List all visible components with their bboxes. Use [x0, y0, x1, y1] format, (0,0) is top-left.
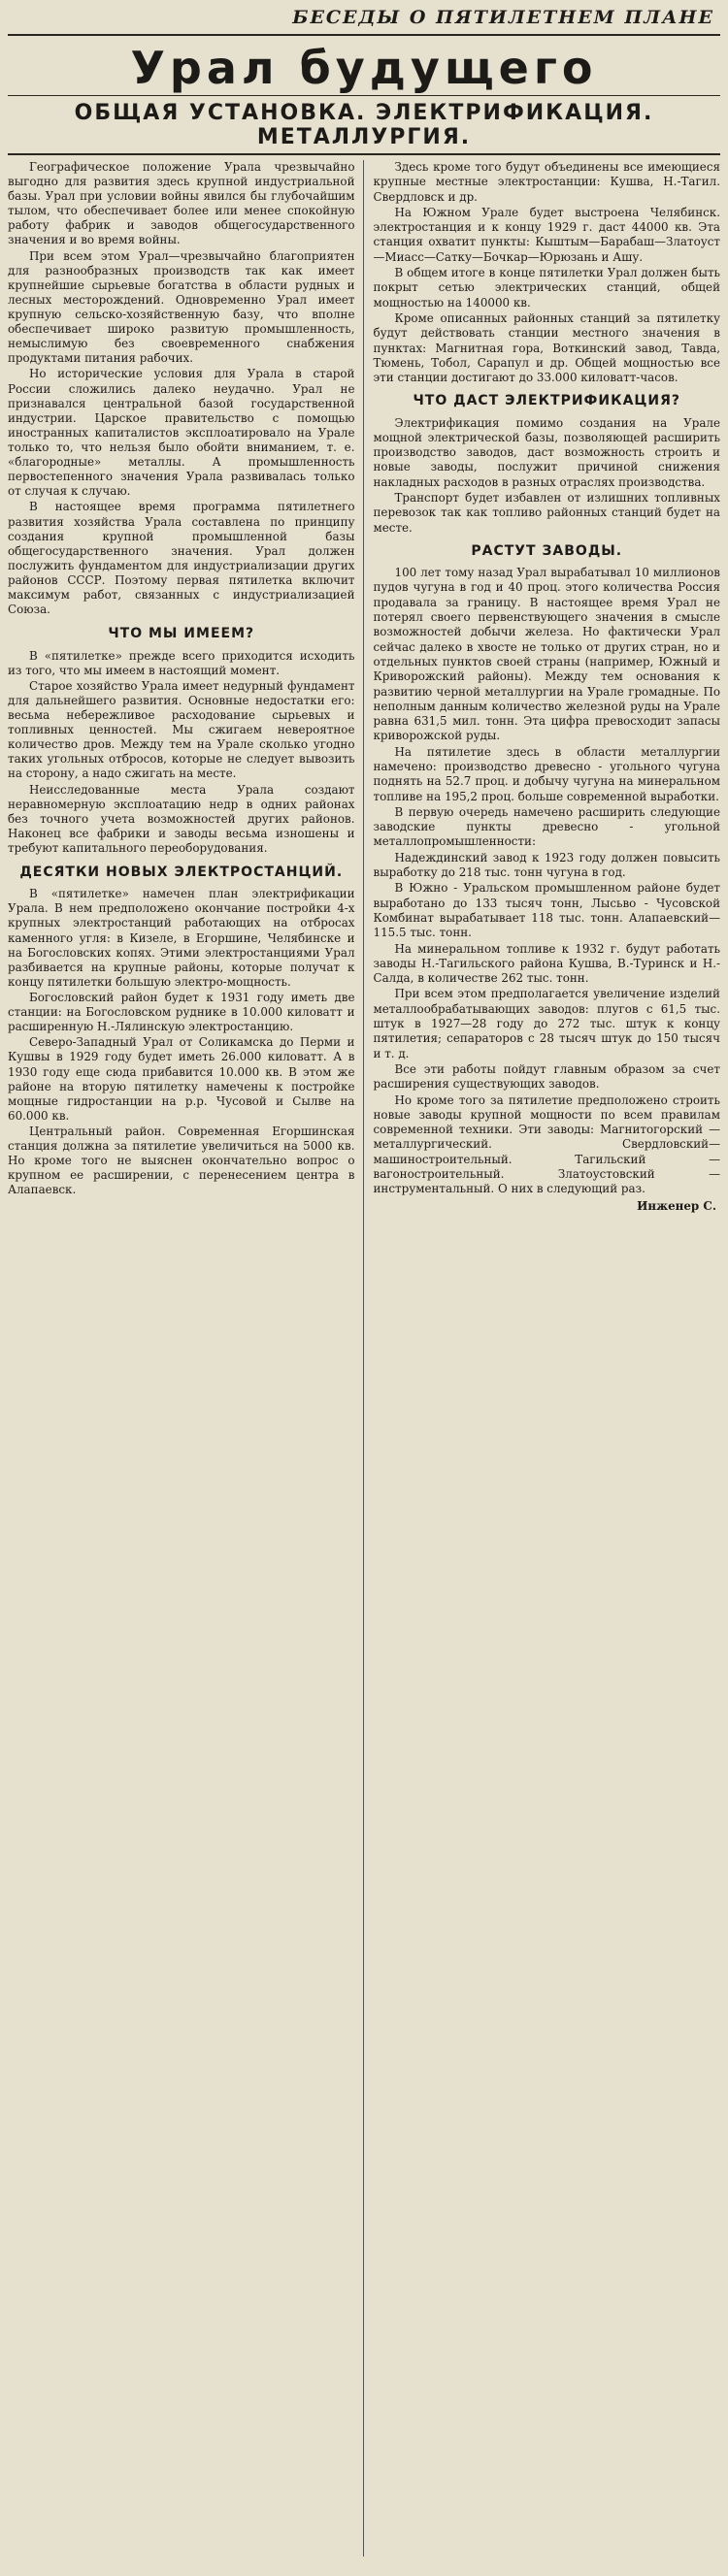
- article-subtitle: ОБЩАЯ УСТАНОВКА. ЭЛЕКТРИФИКАЦИЯ. МЕТАЛЛУРГИЯ.: [8, 95, 720, 155]
- paragraph: Все эти работы пойдут главным образом за счет расширения существующих заводов.: [373, 1061, 720, 1092]
- section-heading: ЧТО ДАСТ ЭЛЕКТРИФИКАЦИЯ?: [413, 393, 681, 409]
- paragraph: Но кроме того за пятилетие предположено строить новые заводы крупной мощности по всем правилам современной техники. Эти заводы: Магнитогорский — металлургический. Свердловский—машиностроительный. Тагильский — вагоностроительный. Златоустовский — инструментальный. О них в следующий раз.: [373, 1092, 720, 1196]
- paragraph: В общем итоге в конце пятилетки Урал должен быть покрыт сетью электрических станций, общей мощностью на 140000 кв.: [373, 266, 720, 310]
- paragraph: Транспорт будет избавлен от излишних топливных перевозок так как топливо районных станций будет на месте.: [373, 491, 720, 535]
- paragraph: На минеральном топливе к 1932 г. будут работать заводы Н.-Тагильского района Кушва, В.-Туринск и Н.-Салда, в количестве 262 тыс. тонн.: [373, 941, 720, 986]
- article-columns: [8, 160, 720, 2557]
- paragraph: Здесь кроме того будут объединены все имеющиеся крупные местные электростанции: Кушва, Н.-Тагил. Свердловск и др.: [373, 159, 720, 204]
- paragraph: Центральный район. Современная Егоршинская станция должна за пятилетие увеличиться на 5000 кв. Но кроме того не выяснен окончательно вопрос о крупном ее расширении, с перенесением центра в Алапаевск.: [8, 1124, 355, 1197]
- rubric: БЕСЕДЫ О ПЯТИЛЕТНЕМ ПЛАНЕ: [8, 6, 720, 36]
- section-heading: ЧТО МЫ ИМЕЕМ?: [108, 626, 255, 642]
- paragraph: 100 лет тому назад Урал вырабатывал 10 миллионов пудов чугуна в год и 40 проц. этого количества Россия продавала за границу. В настоящее время Урал не потерял своего первенствующего значения в смысле возможностей добычи железа. Но фактически Урал сейчас далеко в хвосте не только от других стран, но и отдельных пунктов своей страны (например, Южный и Криворожский районы). Между тем основания к развитию черной металлургии на Урале громадные. По неполным данным количество железной руды на Урале равна 631,5 мил. тонн. Эта цифра превосходит запасы криворожской руды.: [373, 566, 720, 743]
- section-heading: РАСТУТ ЗАВОДЫ.: [471, 542, 623, 559]
- paragraph: При всем этом Урал—чрезвычайно благоприятен для разнообразных производств так как имеет крупнейшие сырьевые богатства в области рудных и лесных месторождений. Одновременно Урал имеет крупную сельско-хозяйственную базу, что вполне обеспечивает широко развитую промышленность, немыслимую без своевременного снабжения продуктами питания рабочих.: [8, 248, 355, 366]
- paragraph: Северо-Западный Урал от Соликамска до Перми и Кушвы в 1929 году будет иметь 26.000 киловатт. А в 1930 году еще сюда прибавится 10.000 кв. В этом же районе на вторую пятилетку намечены к постройке мощные гидростанции на р.р. Чусовой и Сылве на 60.000 кв.: [8, 1035, 355, 1123]
- paragraph: В «пятилетке» намечен план электрификации Урала. В нем предположено окончание постройки 4-х крупных электростанций работающих на отбросах каменного угля: в Кизеле, в Егоршине, Челябинске и на Богословских копях. Этими электростанциями Урал разбивается на крупные районы, которые получат к концу пятилетки большую электро-мощность.: [8, 887, 355, 989]
- paragraph: Богословский район будет к 1931 году иметь две станции: на Богословском руднике в 10.000 киловатт и расширенную Н.-Лялинскую электростанцию.: [8, 991, 355, 1034]
- paragraph: В «пятилетке» прежде всего приходится исходить из того, что мы имеем в настоящий момент.: [8, 648, 355, 677]
- paragraph: Неисследованные места Урала создают неравномерную эксплоатацию недр в одних районах без точного учета возможностей других районов. Наконец все фабрики и заводы весьма изношены и требуют капитального переоборудования.: [8, 782, 355, 855]
- paragraph: В настоящее время программа пятилетнего развития хозяйства Урала составлена по принципу создания крупной промышленной базы общегосударственного значения. Урал должен послужить фундаментом для индустриализации других районов СССР. Поэтому первая пятилетка включит максимум работ, связанных с индустриализацией Союза.: [8, 500, 355, 617]
- paragraph: В Южно - Уральском промышленном районе будет выработано до 133 тысяч тонн, Лысьво - Чусовской Комбинат вырабатывает 118 тыс. тонн. Алапаевский—115.5 тыс. тонн.: [373, 881, 720, 940]
- section-heading: ДЕСЯТКИ НОВЫХ ЭЛЕКТРОСТАНЦИЙ.: [19, 864, 344, 881]
- paragraph: При всем этом предполагается увеличение изделий металлообрабатывающих заводов: плугов с 61,5 тыс. штук в 1927—28 году до 272 тыс. штук к концу пятилетия; сепараторов с 28 тысяч штук до 150 тысяч и т. д.: [373, 987, 720, 1060]
- article-title: Урал будущего: [130, 41, 598, 94]
- paragraph: На пятилетие здесь в области металлургии намечено: производство древесно - угольного чугуна поднять на 52.7 проц. и добычу чугуна на минеральном топливе на 195,2 проц. больше современной выработки.: [373, 744, 720, 803]
- paragraph: Надеждинский завод к 1923 году должен повысить выработку до 218 тыс. тонн чугуна в год.: [373, 850, 720, 880]
- paragraph: Электрификация помимо создания на Урале мощной электрической базы, позволяющей расширить производство заводов, даст возможность строить и новые заводы, послужит причиной снижения накладных расходов в разных отраслях производства.: [373, 415, 720, 489]
- paragraph: В первую очередь намечено расширить следующие заводские пункты древесно - угольной металлопромышленности:: [373, 804, 720, 849]
- paragraph: Кроме описанных районных станций за пятилетку будут действовать станции местного значения в пунктах: Магнитная гора, Воткинский завод, Тавда, Тюмень, Тобол, Сарапул и др. Общей мощностью все эти станции достигают до 33.000 киловатт-часов.: [373, 310, 720, 385]
- paragraph: Старое хозяйство Урала имеет недурный фундамент для дальнейшего развития. Основные недостатки его: весьма небережливое расходование сырьевых и топливных ценностей. Мы сжигаем невероятное количество дров. Между тем на Урале сколько угодно таких угольных отбросов, которые не следует вывозить на сторону, а надо сжигать на месте.: [8, 678, 355, 781]
- paragraph: Но исторические условия для Урала в старой России сложились далеко неудачно. Урал не признавался центральной базой государственной индустрии. Царское правительство с помощью иностранных капиталистов эксплоатировало на Урале только то, что нельзя было обойти вниманием, т. е. «благородные» металлы. А промышленность первостепенного значения Урала развивалась только от случая к случаю.: [8, 367, 355, 499]
- left-column: [8, 160, 364, 2557]
- paragraph: Географическое положение Урала чрезвычайно выгодно для развития здесь крупной индустриальной базы. Урал при условии войны явился бы глубочайшим тылом, что обеспечивает более или менее спокойную работу фабрик и заводов общегосударственного значения и во время войны.: [8, 159, 355, 247]
- author-signature: Инженер С.: [637, 1198, 716, 1213]
- paragraph: На Южном Урале будет выстроена Челябинск. электростанция и к концу 1929 г. даст 44000 кв. Эта станция охватит пункты: Кыштым—Барабаш—Златоуст—Миасс—Сатку—Бочкар—Юрюзань и Ашу.: [373, 205, 720, 264]
- right-column: [374, 160, 721, 2557]
